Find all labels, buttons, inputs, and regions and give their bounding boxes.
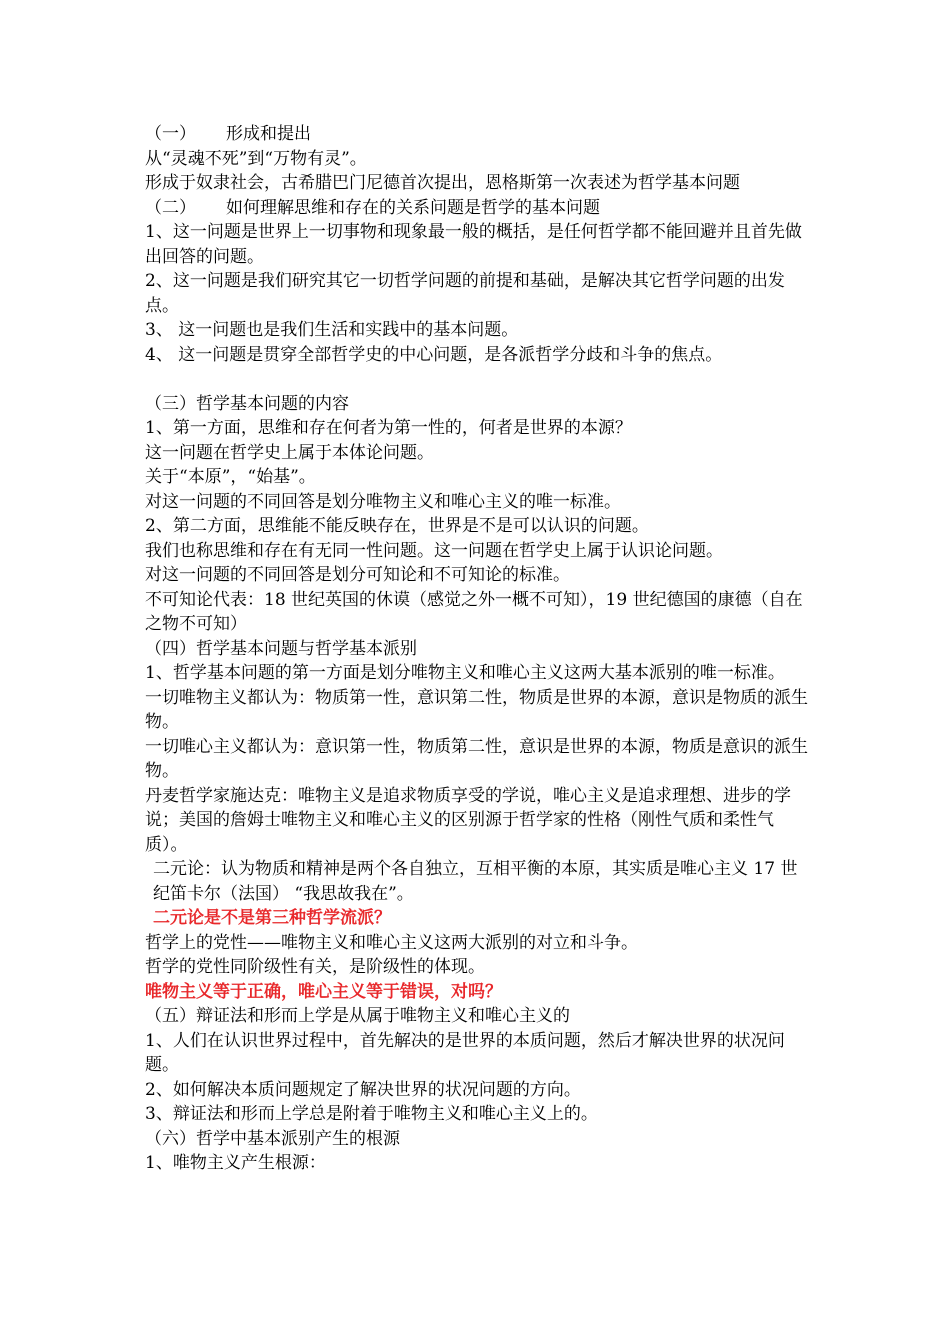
paragraph: 这一问题在哲学史上属于本体论问题。 bbox=[145, 442, 434, 463]
list-item: 3、辩证法和形而上学总是附着于唯物主义和唯心主义上的。 bbox=[145, 1104, 598, 1124]
paragraph: 一切唯物主义都认为：物质第一性，意识第二性，物质是世界的本源，意识是物质的派生物。 bbox=[145, 687, 808, 732]
heading-1-text: 形成和提出 bbox=[226, 124, 311, 144]
heading-2 bbox=[145, 196, 810, 221]
paragraph: 一切唯心主义都认为：意识第一性，物质第二性，意识是世界的本源，物质是意识的派生物。 bbox=[145, 736, 808, 781]
paragraph: 对这一问题的不同回答是划分可知论和不可知论的标准。 bbox=[145, 565, 570, 585]
paragraph: 形成于奴隶社会，古希腊巴门尼德首次提出，恩格斯第一次表述为哲学基本问题 bbox=[145, 173, 740, 193]
paragraph: 哲学的党性同阶级性有关，是阶级性的体现。 bbox=[145, 957, 485, 977]
paragraph: 对这一问题的不同回答是划分唯物主义和唯心主义的唯一标准。 bbox=[145, 491, 621, 512]
paragraph: 哲学上的党性——唯物主义和唯心主义这两大派别的对立和斗争。 bbox=[145, 932, 638, 953]
heading-2-number: （二） bbox=[145, 197, 196, 218]
highlight-question: 唯物主义等于正确，唯心主义等于错误，对吗？ bbox=[145, 981, 502, 1002]
heading-3: （三）哲学基本问题的内容 bbox=[145, 393, 349, 414]
list-item: 2、如何解决本质问题规定了解决世界的状况问题的方向。 bbox=[145, 1079, 581, 1100]
heading-1-number: （一） bbox=[145, 124, 196, 144]
paragraph: 从“灵魂不死”到“万物有灵”。 bbox=[145, 148, 367, 169]
paragraph: 1、哲学基本问题的第一方面是划分唯物主义和唯心主义这两大基本派别的唯一标准。 bbox=[145, 663, 785, 683]
list-item: 4、 这一问题是贯穿全部哲学史的中心问题，是各派哲学分歧和斗争的焦点。 bbox=[145, 344, 723, 365]
heading-6: （六）哲学中基本派别产生的根源 bbox=[145, 1128, 400, 1149]
heading-5: （五）辩证法和形而上学是从属于唯物主义和唯心主义的 bbox=[145, 1006, 570, 1026]
highlight-question: 二元论是不是第三种哲学流派？ bbox=[153, 908, 391, 928]
paragraph: 丹麦哲学家施达克：唯物主义是追求物质享受的学说，唯心主义是追求理想、进步的学说；美国的詹姆士唯物主义和唯心主义的区别源于哲学家的性格（刚性气质和柔性气质）。 bbox=[145, 785, 791, 855]
document-page bbox=[145, 122, 810, 1176]
list-item: 2、这一问题是我们研究其它一切哲学问题的前提和基础，是解决其它哲学问题的出发点。 bbox=[145, 271, 785, 316]
list-item: 1、这一问题是世界上一切事物和现象最一般的概括，是任何哲学都不能回避并且首先做出回答的问题。 bbox=[145, 222, 802, 267]
heading-4: （四）哲学基本问题与哲学基本派别 bbox=[145, 638, 417, 659]
paragraph: 我们也称思维和存在有无同一性问题。这一问题在哲学史上属于认识论问题。 bbox=[145, 540, 723, 561]
list-item: 1、人们在认识世界过程中，首先解决的是世界的本质问题，然后才解决世界的状况问题。 bbox=[145, 1030, 785, 1075]
heading-2-text: 如何理解思维和存在的关系问题是哲学的基本问题 bbox=[226, 197, 600, 218]
paragraph: 二元论：认为物质和精神是两个各自独立，互相平衡的本原，其实质是唯心主义 17 世纪笛卡尔（法国） “我思故我在”。 bbox=[153, 859, 798, 904]
paragraph: 关于“本原”，“始基”。 bbox=[145, 467, 316, 487]
paragraph: 2、第二方面，思维能不能反映存在，世界是不是可以认识的问题。 bbox=[145, 516, 649, 536]
paragraph: 不可知论代表：18 世纪英国的休谟（感觉之外一概不可知），19 世纪德国的康德（自在之物不可知） bbox=[145, 589, 803, 634]
blank-line bbox=[145, 367, 810, 392]
heading-1 bbox=[145, 122, 810, 147]
paragraph: 1、第一方面，思维和存在何者为第一性的，何者是世界的本源？ bbox=[145, 418, 632, 438]
list-item: 1、唯物主义产生根源： bbox=[145, 1153, 326, 1173]
list-item: 3、 这一问题也是我们生活和实践中的基本问题。 bbox=[145, 320, 519, 340]
